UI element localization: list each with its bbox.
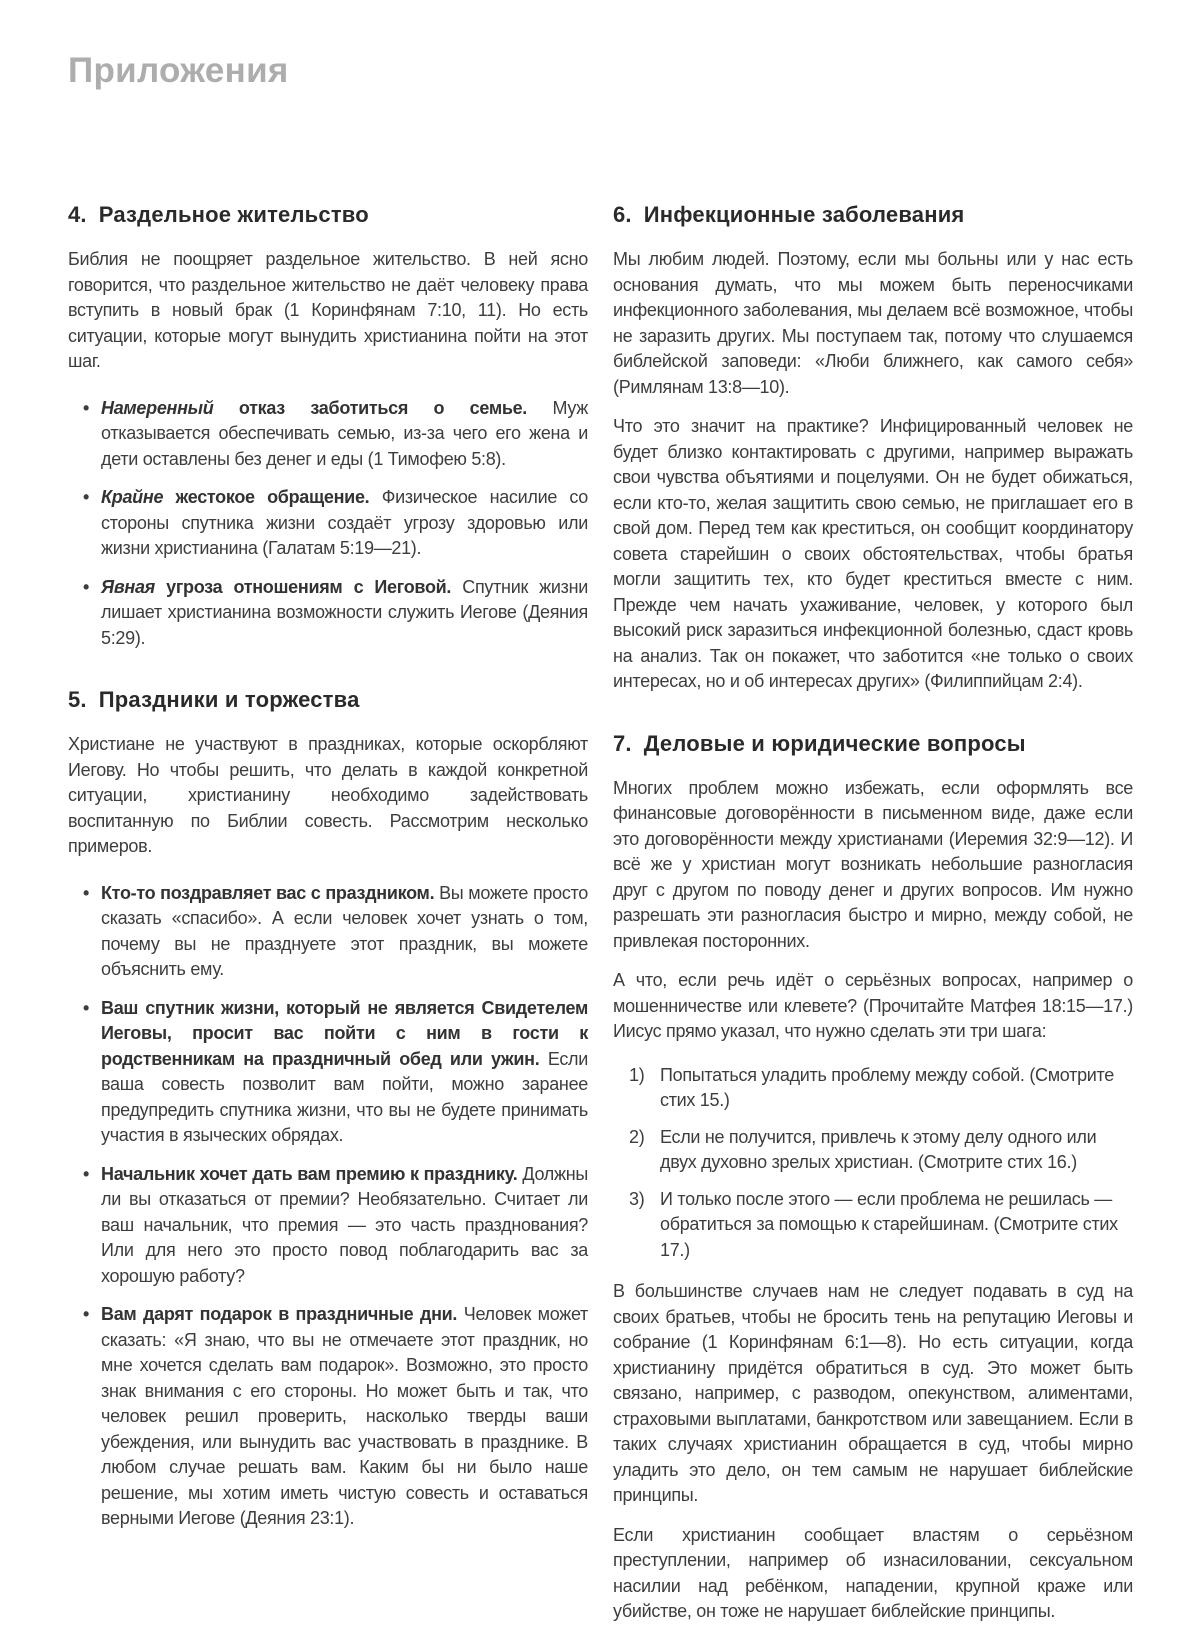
bullet-text: Если ваша совесть позволит вам пойти, можно заранее предупредить спутника жизни, что вы не будете принимать участия в языческих обрядах. xyxy=(101,1048,588,1145)
bullet-emphasis: Намеренный xyxy=(101,397,239,418)
section-title: Деловые и юридические вопросы xyxy=(643,730,1026,756)
section-heading-7 xyxy=(613,731,1133,757)
numbered-step-list xyxy=(613,1063,1133,1264)
section-number: 7. xyxy=(613,730,632,756)
step-item xyxy=(613,1063,1133,1114)
bullet-lead: жестокое обращение. xyxy=(175,487,382,507)
bullet-item xyxy=(68,996,588,1149)
page-title: Приложения xyxy=(68,51,289,90)
bullet-icon: • xyxy=(83,997,90,1018)
bullet-icon: • xyxy=(83,1163,90,1184)
section-title: Раздельное жительство xyxy=(98,202,369,227)
bullet-icon: • xyxy=(83,1304,90,1324)
bullet-lead: Ваш спутник жизни, который не является Свидетелем Иеговы, просит вас пойти с ним в гости к родственникам на праздничный обед или ужин. xyxy=(101,997,588,1069)
bullet-item xyxy=(68,485,588,562)
section-number: 5. xyxy=(68,687,87,712)
paragraph: Христиане не участвуют в праздниках, которые оскорбляют Иегову. Но чтобы решить, что делать в каждой конкретной ситуации, христианину необходимо задействовать воспитанную по Библии совесть. Рассмотрим несколько примеров. xyxy=(68,734,588,856)
bullet-lead: угроза отношениям с Иеговой. xyxy=(166,576,463,597)
bullet-item xyxy=(68,1162,588,1290)
step-item xyxy=(613,1187,1133,1264)
bullet-text: Должны ли вы отказаться от премии? Необязательно. Считает ли ваш начальник, что премия — это часть празднования? Или для него это просто повод поблагодарить вас за хорошую работу? xyxy=(101,1163,588,1286)
step-number: 3) xyxy=(629,1188,645,1209)
section-number: 6. xyxy=(613,202,632,227)
bullet-lead: Вам дарят подарок в праздничные дни. xyxy=(101,1304,464,1324)
bullet-item xyxy=(68,881,588,983)
step-text: И только после этого — если проблема не решилась — обратиться за помощью к старейшинам. (Смотрите стих 17.) xyxy=(660,1188,1118,1260)
bullet-item xyxy=(68,575,588,652)
left-column xyxy=(68,202,588,1639)
paragraph: Что это значит на практике? Инфицированный человек не будет близко контактировать с другими, например выражать свои чувства объятиями и поцелуями. Он не будет обижаться, если кто-то, желая защитить свою семью, не приглашает его в свой дом. Перед тем как креститься, он сообщит координатору совета старейшин о своих обстоятельствах, чтобы братья могли защитить тех, кто будет креститься вместе с ним. Прежде чем начать ухаживание, человек, у которого был высокий риск заразиться инфекционной болезнью, сдаст кровь на анализ. Так он покажет, что заботится «не только о своих интересах, но и об интересах других» (Филиппийцам 2:4). xyxy=(613,416,1133,691)
step-text: Если не получится, привлечь к этому делу одного или двух духовно зрелых христиан. (Смотрите стих 16.) xyxy=(660,1126,1097,1172)
bullet-icon: • xyxy=(83,882,90,903)
step-number: 2) xyxy=(629,1126,645,1147)
section-heading-5 xyxy=(68,687,588,713)
section-number: 4. xyxy=(68,202,87,227)
paragraph: Если христианин сообщает властям о серьёзном преступлении, например об изнасиловании, сексуальном насилии над ребёнком, нападении, крупной краже или убийстве, он тоже не нарушает библейские принципы. xyxy=(613,1524,1133,1621)
paragraph: Библия не поощряет раздельное жительство. В ней ясно говорится, что раздельное жительство не даёт человеку права вступить в новый брак (1 Коринфянам 7:10, 11). Но есть ситуации, которые могут вынудить христианина пойти на этот шаг. xyxy=(68,249,588,371)
bullet-list xyxy=(68,396,588,652)
bullet-text: Вы можете просто сказать «спасибо». А если человек хочет узнать о том, почему вы не празднуете этот праздник, вы можете объяснить ему. xyxy=(101,882,588,979)
step-item xyxy=(613,1125,1133,1176)
bullet-icon: • xyxy=(83,397,90,418)
two-column-layout xyxy=(68,202,1133,1639)
bullet-emphasis: Крайне xyxy=(101,487,176,507)
bullet-item xyxy=(68,1302,588,1532)
section-title: Праздники и торжества xyxy=(98,687,360,712)
bullet-list xyxy=(68,881,588,1532)
paragraph: Мы любим людей. Поэтому, если мы больны или у нас есть основания думать, что мы можем быть переносчиками инфекционного заболевания, мы делаем всё возможное, чтобы не заразить других. Мы поступаем так, потому что слушаемся библейской заповеди: «Люби ближнего, как самого себя» (Римлянам 13:8—10). xyxy=(613,249,1133,397)
bullet-text: Человек может сказать: «Я знаю, что вы не отмечаете этот праздник, но мне хочется сделать вам подарок». Возможно, это просто знак внимания с его стороны. Но может быть и так, что человек решил проверить, насколько тверды ваши убеждения, или вынудить вас участвовать в празднике. В любом случае решать вам. Каким бы ни было наше решение, мы хотим иметь чистую совесть и оставаться верными Иегове (Деяния 23:1). xyxy=(101,1304,589,1528)
bullet-lead: Кто-то поздравляет вас с праздником. xyxy=(101,882,440,903)
bullet-emphasis: Явная xyxy=(101,576,167,597)
right-column xyxy=(613,202,1133,1639)
paragraph: А что, если речь идёт о серьёзных вопросах, например о мошенничестве или клевете? (Прочитайте Матфея 18:15—17.) Иисус прямо указал, что нужно сделать эти три шага: xyxy=(613,970,1133,1041)
bullet-lead: отказ заботиться о семье. xyxy=(238,397,553,418)
paragraph: Многих проблем можно избежать, если оформлять все финансовые договорённости в письменном виде, даже если это договорённости между христианами (Иеремия 32:9—12). И всё же у христиан могут возникать небольшие разногласия друг с другом по поводу денег и других вопросов. Им нужно разрешать эти разногласия быстро и мирно, между собой, не привлекая посторонних. xyxy=(613,777,1133,951)
section-heading-6 xyxy=(613,202,1133,228)
section-heading-4 xyxy=(68,202,588,228)
step-number: 1) xyxy=(629,1064,645,1085)
bullet-text: Спутник жизни лишает христианина возможности служить Иегове (Деяния 5:29). xyxy=(101,576,589,648)
step-text: Попытаться уладить проблему между собой. (Смотрите стих 15.) xyxy=(660,1064,1114,1110)
bullet-text: Муж отказывается обеспечивать семью, из-за чего его жена и дети оставлены без денег и еды (1 Тимофею 5:8). xyxy=(101,397,589,469)
bullet-icon: • xyxy=(83,576,90,597)
bullet-icon: • xyxy=(83,487,90,507)
bullet-item xyxy=(68,396,588,473)
section-title: Инфекционные заболевания xyxy=(643,202,965,227)
bullet-text: Физическое насилие со стороны спутника жизни создаёт угрозу здоровью или жизни христианина (Галатам 5:19—21). xyxy=(101,487,588,558)
bullet-lead: Начальник хочет дать вам премию к празднику. xyxy=(101,1163,523,1184)
paragraph: В большинстве случаев нам не следует подавать в суд на своих братьев, чтобы не бросить тень на репутацию Иеговы и собрание (1 Коринфянам 6:1—8). Но есть ситуации, когда христианину придётся обратиться в суд. Это может быть связано, например, с разводом, опекунством, алиментами, страховыми выплатами, банкротством или завещанием. Если в таких случаях христианин обращается в суд, чтобы мирно уладить это дело, он тем самым не нарушает библейские принципы. xyxy=(613,1281,1133,1505)
